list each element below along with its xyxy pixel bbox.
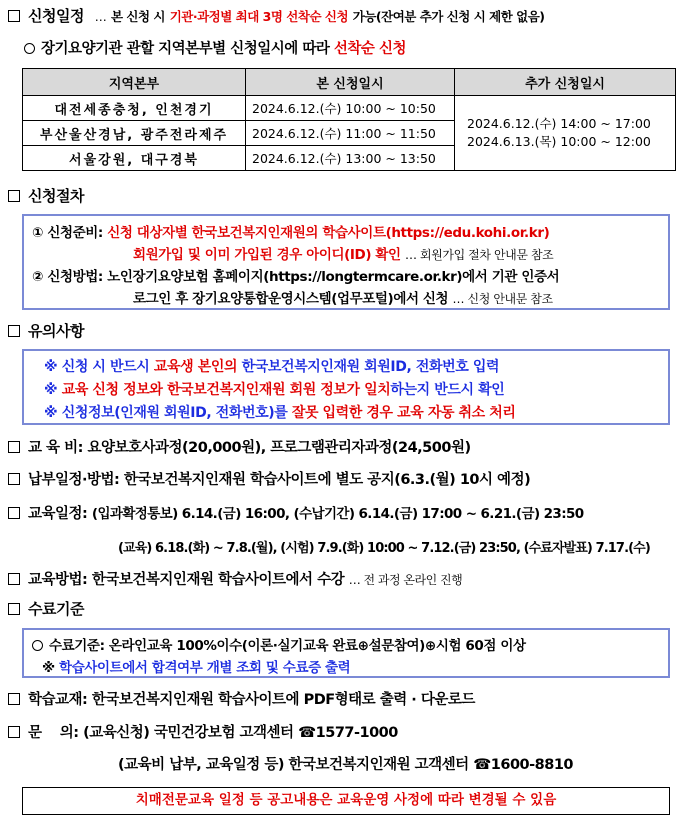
section-title: 신청일정 [28,7,84,25]
checkbox-icon [8,507,20,519]
note-text: 신청 시 반드시 [61,359,150,375]
note-highlight: 교육 신청 정보와 한국보건복지인재원 회원 정보가 일치 [61,382,391,398]
note-mark: ※ [44,405,58,421]
region-cell: 대전세종충청, 인천경기 [23,96,246,121]
step-label: ① 신청준비: [32,225,103,241]
note-mark: ※ [44,359,58,375]
circle-bullet-icon [24,43,35,54]
checkbox-icon [8,603,20,615]
section-criteria [8,598,84,619]
note-highlight: 잘못 입력한 경우 교육 자동 취소 처리 [291,405,516,421]
criteria-text: 수료기준: 온라인교육 100%이수(이론·실기교육 완료⊕설문참여)⊕시험 60점 이상 [49,638,526,654]
fee-label: 교 육 비: [28,440,83,456]
contact-line2: (교육비 납부, 교육일정 등) 한국보건복지인재원 고객센터 ☎1600-8810 [118,757,574,773]
schedule-line: (입과확정통보) 6.14.(금) 16:00, (수납기간) 6.14.(금) 17:00 ~ 6.21.(금) 23:50 [91,506,584,522]
checkbox-icon [8,693,20,705]
step-text: 노인장기요양보험 홈페이지(https://longtermcare.or.kr)에서 기관 인증서 [107,269,560,285]
fee-row [8,436,471,457]
circle-bullet-icon [32,640,43,651]
note-highlight: 기관·과정별 최대 3명 선착순 신청 [169,9,349,24]
note-highlight: 교육생 본인의 [153,359,238,375]
education-schedule-line2: (교육) 6.18.(화) ~ 7.8.(월), (시험) 7.9.(화) 10:00 ~ 7.12.(금) 23:50, (수료자발표) 7.17.(수) [118,541,650,556]
checkbox-icon [8,726,20,738]
step-note: … 회원가입 절차 안내문 참조 [404,248,554,262]
payment-label: 납부일정·방법: [28,472,120,488]
note-text: 신청정보(인재원 회원ID, 전화번호)를 [61,405,288,421]
note-pre: 본 신청 시 [110,9,165,24]
table-row [23,96,676,121]
schedule-label: 교육일정: [28,506,88,522]
region-cell: 부산울산경남, 광주전라제주 [23,121,246,146]
contact-line: (교육신청) 국민건강보험 고객센터 ☎1577-1000 [83,725,398,741]
payment-text: 한국보건복지인재원 학습사이트에 별도 공지(6.3.(월) 10시 예정) [123,472,531,488]
extra-line: 2024.6.12.(수) 14:00 ~ 17:00 [467,116,651,131]
date-cell: 2024.6.12.(수) 10:00 ~ 10:50 [246,96,455,121]
section-procedure [8,185,84,206]
table-header: 지역본부 [23,69,246,96]
caution-panel [22,349,670,425]
criteria-mark: ※ [42,660,55,676]
method-text: 한국보건복지인재원 학습사이트에서 수강 [91,572,345,588]
date-cell: 2024.6.12.(수) 13:00 ~ 13:50 [246,146,455,171]
material-text: 한국보건복지인재원 학습사이트에 PDF형태로 출력 · 다운로드 [91,692,475,708]
section-title: 유의사항 [28,322,84,340]
payment-row [8,468,530,489]
checkbox-icon [8,10,20,22]
method-note: … 전 과정 온라인 진행 [348,573,463,587]
checkbox-icon [8,325,20,337]
material-row [8,688,475,709]
note-mark: ※ [44,382,58,398]
section-caution [8,320,84,341]
education-schedule-row [8,502,584,523]
criteria-highlight: 학습사이트에서 합격여부 개별 조회 및 수료증 출력 [59,660,351,676]
note-text: 하는지 반드시 확인 [390,382,505,398]
sub-highlight: 선착순 신청 [333,41,406,57]
checkbox-icon [8,473,20,485]
fee-text: 요양보호사과정(20,000원), 프로그램관리자과정(24,500원) [87,440,471,456]
note-post: 가능(잔여분 추가 신청 시 제한 없음) [352,9,545,24]
step-label: ② 신청방법: [32,269,103,285]
section-title: 신청절차 [28,187,84,205]
contact-row [8,721,398,742]
step-highlight: 회원가입 및 이미 가입된 경우 아이디(ID) 확인 [133,247,401,263]
method-label: 교육방법: [28,572,88,588]
footer-notice: 치매전문교육 일정 등 공고내용은 교육운영 사정에 따라 변경될 수 있음 [22,787,670,815]
date-cell: 2024.6.12.(수) 11:00 ~ 11:50 [246,121,455,146]
material-label: 학습교재: [28,692,88,708]
note-text: 한국보건복지인재원 회원ID, 전화번호 입력 [241,359,500,375]
method-row [8,568,462,589]
extra-cell [455,96,676,171]
sub-text: 장기요양기관 관할 지역본부별 신청일시에 따라 [41,41,330,57]
contact-label: 문 의: [28,725,79,741]
section-schedule [8,5,545,26]
checkbox-icon [8,190,20,202]
section-title: 수료기준 [28,600,84,618]
step-note: … 신청 안내문 참조 [452,292,553,306]
extra-line: 2024.6.13.(목) 10:00 ~ 12:00 [467,134,651,149]
step-highlight: 신청 대상자별 한국보건복지인재원의 학습사이트(https://edu.kohi.or.kr) [107,225,550,241]
table-header: 본 신청일시 [246,69,455,96]
note-dots: … [94,10,107,24]
criteria-panel [22,628,670,678]
table-header: 추가 신청일시 [455,69,676,96]
schedule-table [22,68,676,171]
schedule-sub [24,37,406,58]
checkbox-icon [8,573,20,585]
step-text: 로그인 후 장기요양통합운영시스템(업무포털)에서 신청 [133,291,449,307]
procedure-panel [22,214,670,310]
checkbox-icon [8,441,20,453]
region-cell: 서울강원, 대구경북 [23,146,246,171]
